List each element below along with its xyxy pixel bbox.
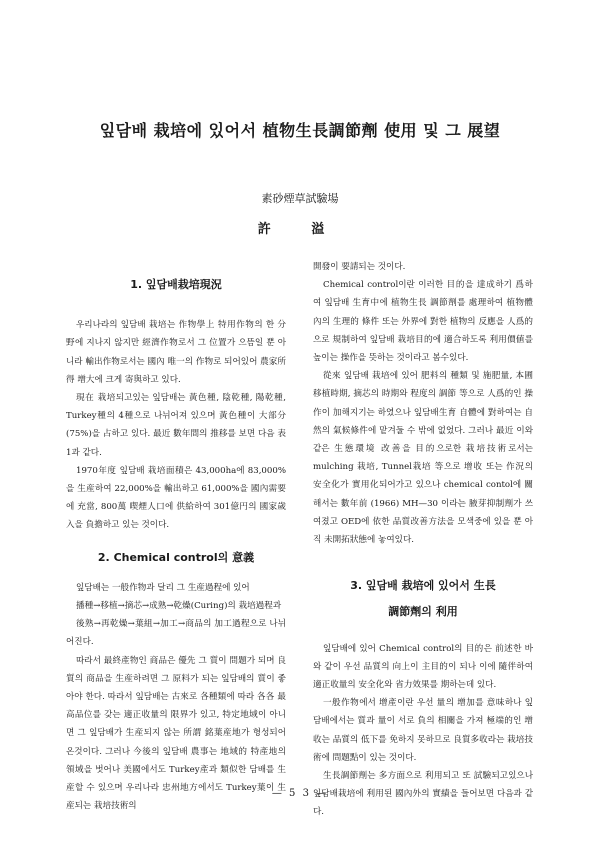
section-heading-2: 2. Chemical control의 意義 <box>97 550 255 564</box>
paragraph: 잎담배는 一般作物과 달리 그 生産過程에 있어 <box>76 582 250 593</box>
paragraph: 우리나라의 잎담배 栽培는 作物學上 特用作物의 한 分野에 지나지 않지만 經濟作物로서 그 位置가 으뜸일 뿐 아니라 輸出作物로서는 國內 唯一의 作物로 되어있어 農家所得 增大에 크게 寄與하고 있다. <box>66 320 286 385</box>
section-heading-3-continued: 調節劑의 利用 <box>388 605 458 619</box>
paragraph: 開發이 要請되는 것이다. <box>313 262 406 272</box>
paragraph: 現在 栽培되고있는 잎담배는 黃色種, 陰乾種, 陽乾種, Turkey種의 4種으로 나뉘어져 있으며 黃色種이 大部分 (75%)을 占하고 있다. 最近 數年間의 推移를 보면 다음 表 1과 같다. <box>66 393 286 458</box>
paragraph: 잎담배에 있어 Chemical control의 目的은 前述한 바와 같이 우선 品質의 向上이 主目的이 되나 이에 隨伴하여 適正收量의 安全化와 省力效果를 期하는데 있다. <box>313 643 533 691</box>
author-name: 許 溢 <box>257 222 343 237</box>
section-heading-1: 1. 잎담배栽培現況 <box>130 278 222 291</box>
left-column <box>66 258 286 815</box>
process-line: 播種→移植→摘芯→成熟→乾燥(Curing)의 栽培過程과 <box>76 601 282 612</box>
paragraph: Chemical control이란 이러한 目的을 達成하기 爲하여 잎담배 生育中에 植物生長 調節劑를 處理하여 植物體內의 生理的 條件 또는 外界에 對한 植物의 反應을 人爲的으로 規制하여 잎담배 栽培目的에 適合하도록 利用價値를 높이는 操作을 뜻하는 것이라고 봄수있다. <box>313 280 533 364</box>
author-affiliation: 素砂煙草試驗場 <box>261 192 339 205</box>
paragraph: 生長調節劑는 多方面으로 利用되고 또 試驗되고있으나 잎담배栽培에 利用된 國內外의 實績을 들어보면 다음과 같다. <box>313 771 533 818</box>
section-heading-3: 3. 잎담배 栽培에 있어서 生長 <box>350 579 496 593</box>
article-title: 잎담배 栽培에 있어서 植物生長調節劑 使用 및 그 展望 <box>99 121 501 140</box>
page-number: — 5 3 — <box>271 788 329 799</box>
right-column <box>313 258 533 822</box>
process-line: 後熟→再乾燥→葉組→加工→商品의 加工過程으로 나뉘어진다. <box>66 619 286 648</box>
paragraph: 1970年度 잎담배 栽培面積은 43,000ha에 83,000%을 生産하여 22,000%을 輸出하고 61,000%을 國內需要에 充當, 800萬 喫煙人口에 供給하여 301億円의 國家歲入을 負擔하고 있는 것이다. <box>66 465 286 531</box>
paragraph: 따라서 最終產物인 商品은 優先 그 質이 問題가 되며 良質의 商品을 生産하려면 그 原料가 되는 잎담배의 質이 좋아야 한다. 따라서 잎담배는 古來로 各種類에 따라 各各 最高品位를 갖는 適正收量의 限界가 있고, 特定地域이 아니면 그 잎담배가 生産되지 않는 所謂 銘葉産地가 형성되어온것이다. 그러나 今後의 잎담배 農事는 地域的 特產地의 領域을 벗어나 美國에서도 Turkey產과 類似한 담배를 生産할 수 있으며 우리나라 忠州地方에서도 Turkey葉이 生産되는 栽培技術의 <box>66 655 286 812</box>
paragraph: 從來 잎담배 栽培에 있어 肥料의 種類 및 施肥量, 本圃移植時期, 摘芯의 時期와 程度의 調節 等으로 人爲的인 操作이 加해지기는 하였으나 잎담배生育 自體에 對하여는 自然의 氣候條件에 맡겨둘 수 밖에 없었다. 그러나 最近 이와같은 生態環境 改善을 目的으로한 栽培技術로서는 mulching 栽培, Tunnel栽培 等으로 增收 또는 作況의 安全化가 實用化되어가고 있으나 chemical contol에 關해서는 數年前 (1966) MH—30 이라는 腋芽抑制劑가 쓰여졌고 OED에 依한 品質改善方法을 모색중에 있을 뿐 아직 未開拓狀態에 놓여있다. <box>313 371 533 546</box>
paragraph: 一般作物에서 增產이란 우선 量의 增加를 意味하나 잎담배에서는 質과 量이 서로 負의 相關을 가져 極端的인 增收는 品質의 低下를 免하지 못하므로 良質多收라는 栽培技術에 問題點이 있는 것이다. <box>313 698 533 763</box>
